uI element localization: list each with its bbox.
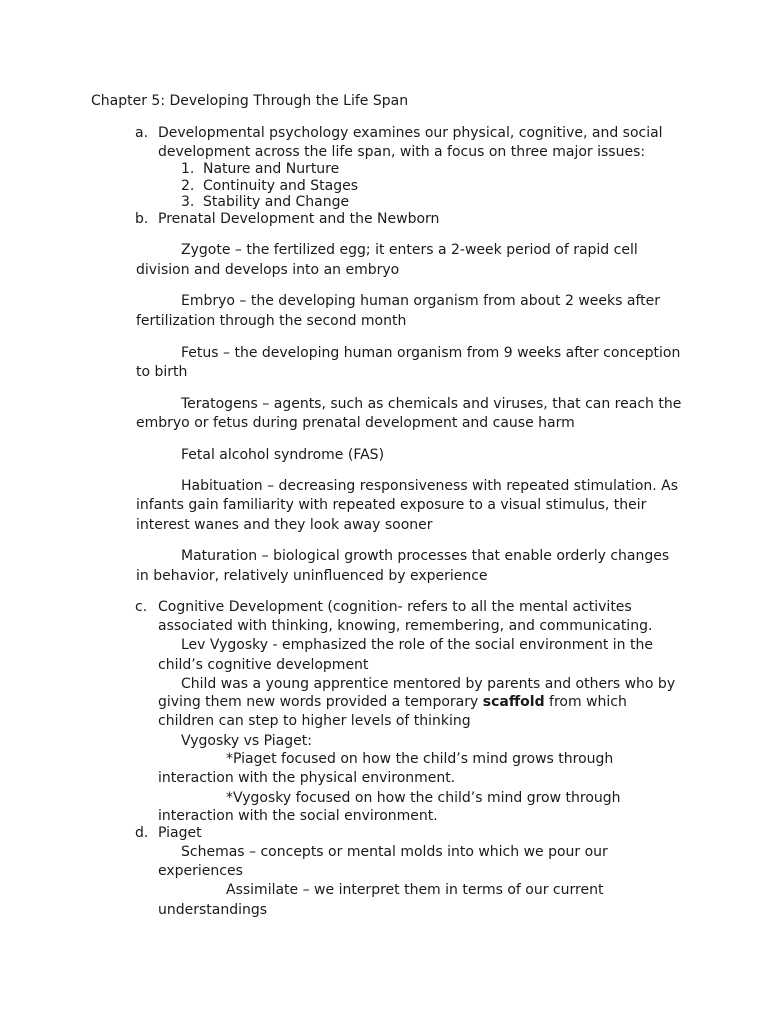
definition-embryo: fertilization through the second month xyxy=(136,313,407,329)
issue-item: Continuity and Stages xyxy=(203,178,358,194)
definition-schemas: experiences xyxy=(158,863,243,879)
scaffold-line xyxy=(158,693,627,712)
definition-schemas: Schemas – concepts or mental molds into which we pour our xyxy=(181,844,608,860)
definition-maturation: Maturation – biological growth processes that enable orderly changes xyxy=(181,548,670,564)
definition-assimilate: understandings xyxy=(158,902,268,918)
scaffold-term: scaffold xyxy=(482,694,545,710)
definition-teratogens: Teratogens – agents, such as chemicals and viruses, that can reach the xyxy=(181,396,682,412)
definition-habituation: Habituation – decreasing responsiveness with repeated stimulation. As xyxy=(181,478,679,494)
issue-number: 2. xyxy=(181,178,195,194)
list-marker-a: a. xyxy=(135,125,149,141)
scaffold-line: children can step to higher levels of thinking xyxy=(158,713,471,729)
definition-assimilate: Assimilate – we interpret them in terms of our current xyxy=(226,882,604,898)
definition-fetus: to birth xyxy=(136,364,188,380)
section-a-line: Developmental psychology examines our physical, cognitive, and social xyxy=(158,125,663,141)
section-c-heading: Cognitive Development (cognition- refers to all the mental activites xyxy=(158,599,632,615)
definition-zygote: division and develops into an embryo xyxy=(136,262,400,278)
vygosky-note: interaction with the social environment. xyxy=(158,808,438,824)
chapter-title: Chapter 5: Developing Through the Life Span xyxy=(91,93,409,109)
definition-zygote: Zygote – the fertilized egg; it enters a 2-week period of rapid cell xyxy=(181,242,638,258)
comparison-heading: Vygosky vs Piaget: xyxy=(181,733,312,749)
section-d-heading: Piaget xyxy=(158,825,202,841)
issue-item: Nature and Nurture xyxy=(203,161,340,177)
vygosky-line: child’s cognitive development xyxy=(158,657,369,673)
vygosky-note: *Vygosky focused on how the child’s mind grow through xyxy=(226,790,621,806)
piaget-note: *Piaget focused on how the child’s mind grows through xyxy=(226,751,614,767)
issue-number: 3. xyxy=(181,194,195,210)
section-a-line: development across the life span, with a focus on three major issues: xyxy=(158,144,646,160)
scaffold-line: Child was a young apprentice mentored by parents and others who by xyxy=(181,676,676,692)
scaffold-text: from which xyxy=(544,694,627,710)
vygosky-line: Lev Vygosky - emphasized the role of the social environment in the xyxy=(181,637,653,653)
piaget-note: interaction with the physical environment. xyxy=(158,770,456,786)
issue-item: Stability and Change xyxy=(203,194,350,210)
scaffold-text: giving them new words provided a temporary xyxy=(158,694,483,710)
section-b-heading: Prenatal Development and the Newborn xyxy=(158,211,440,227)
section-c-heading: associated with thinking, knowing, remembering, and communicating. xyxy=(158,618,653,634)
list-marker-d: d. xyxy=(135,825,149,841)
list-marker-b: b. xyxy=(135,211,149,227)
term-fas: Fetal alcohol syndrome (FAS) xyxy=(181,447,385,463)
definition-maturation: in behavior, relatively uninfluenced by experience xyxy=(136,568,488,584)
definition-habituation: interest wanes and they look away sooner xyxy=(136,517,433,533)
definition-teratogens: embryo or fetus during prenatal development and cause harm xyxy=(136,415,575,431)
definition-fetus: Fetus – the developing human organism from 9 weeks after conception xyxy=(181,345,681,361)
list-marker-c: c. xyxy=(135,599,148,615)
issue-number: 1. xyxy=(181,161,195,177)
definition-embryo: Embryo – the developing human organism from about 2 weeks after xyxy=(181,293,660,309)
definition-habituation: infants gain familiarity with repeated exposure to a visual stimulus, their xyxy=(136,497,647,513)
